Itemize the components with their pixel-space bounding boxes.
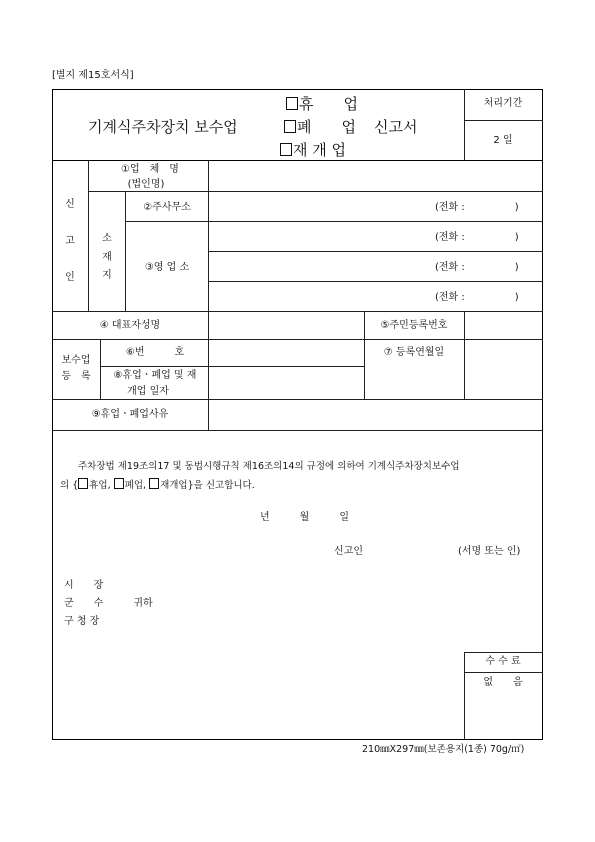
recipient-line-1: 시 장 <box>64 580 104 591</box>
registration-label-1: 보수업 <box>61 355 91 366</box>
title-option-suspend: 휴 업 <box>286 95 358 113</box>
business-place-phone-1[interactable]: (전화 : ) <box>435 232 519 243</box>
location-label-3: 지 <box>102 270 112 281</box>
resident-number-label: ⑤주민등록번호 <box>380 320 448 331</box>
checkbox-icon <box>284 120 296 133</box>
statement-date: 년 월 일 <box>260 512 349 523</box>
title-main: 기계식주차장치 보수업 <box>88 118 238 136</box>
fee-value: 없 음 <box>483 677 523 688</box>
office-phone[interactable]: (전화 : ) <box>435 202 519 213</box>
company-name-sub: (법인명) <box>127 179 165 190</box>
applicant-label-1: 신 <box>65 199 75 210</box>
period-label-1: ⑧휴업ㆍ폐업 및 재 <box>113 370 197 381</box>
registration-number-label: ⑥번 호 <box>125 347 185 358</box>
reason-label: ⑨휴업ㆍ폐업사유 <box>91 409 169 420</box>
business-place-label: ③영 업 소 <box>144 262 190 273</box>
statement-line-2: 의 { 휴업, 폐업, 재개업}을 신고합니다. <box>60 480 255 491</box>
checkbox-icon <box>286 97 298 110</box>
applicant-label-2: 고 <box>65 236 75 247</box>
statement-line-1: 주차장법 제19조의17 및 동법시행규칙 제16조의14의 규정에 의하여 기계식주차장치보수업 <box>78 461 460 472</box>
title-suffix: 신고서 <box>374 118 418 136</box>
office-label: ②주사무소 <box>143 202 191 213</box>
location-label-1: 소 <box>102 233 112 244</box>
checkbox-icon <box>114 478 124 489</box>
applicant-sign-label: 신고인 <box>334 546 363 557</box>
checkbox-icon <box>149 478 159 489</box>
period-label-2: 개업 일자 <box>127 386 169 397</box>
company-name-label: ①업 체 명 <box>121 164 179 175</box>
sign-or-seal: (서명 또는 인) <box>458 546 521 557</box>
business-place-phone-2[interactable]: (전화 : ) <box>435 262 519 273</box>
title-option-close: 폐 업 <box>284 118 356 136</box>
representative-label: ④ 대표자성명 <box>99 320 161 331</box>
checkbox-icon <box>78 478 88 489</box>
registration-label-2: 등 록 <box>61 371 91 382</box>
reason-field[interactable] <box>209 400 543 430</box>
location-label-2: 재 <box>102 252 112 263</box>
checkbox-icon <box>280 143 292 156</box>
applicant-label-3: 인 <box>65 272 75 283</box>
representative-field[interactable] <box>209 312 364 339</box>
form-number: [별지 제15호서식] <box>52 70 134 81</box>
registration-number-field[interactable] <box>209 340 364 366</box>
recipient-line-3: 구 청 장 <box>64 616 100 627</box>
business-place-phone-3[interactable]: (전화 : ) <box>435 292 519 303</box>
processing-label: 처리기간 <box>483 98 523 109</box>
fee-label: 수 수 료 <box>485 656 521 667</box>
recipient-line-2: 군 수 귀하 <box>64 598 153 609</box>
title-option-reopen: 재 개 업 <box>280 141 346 159</box>
period-field[interactable] <box>209 367 364 399</box>
processing-value: 2 일 <box>493 135 513 146</box>
resident-number-field[interactable] <box>465 312 543 339</box>
paper-spec: 210㎜X297㎜(보존용지(1종) 70g/㎡) <box>362 744 525 755</box>
company-name-field[interactable] <box>209 161 543 191</box>
registration-date-label: ⑦ 등록연월일 <box>383 347 445 358</box>
